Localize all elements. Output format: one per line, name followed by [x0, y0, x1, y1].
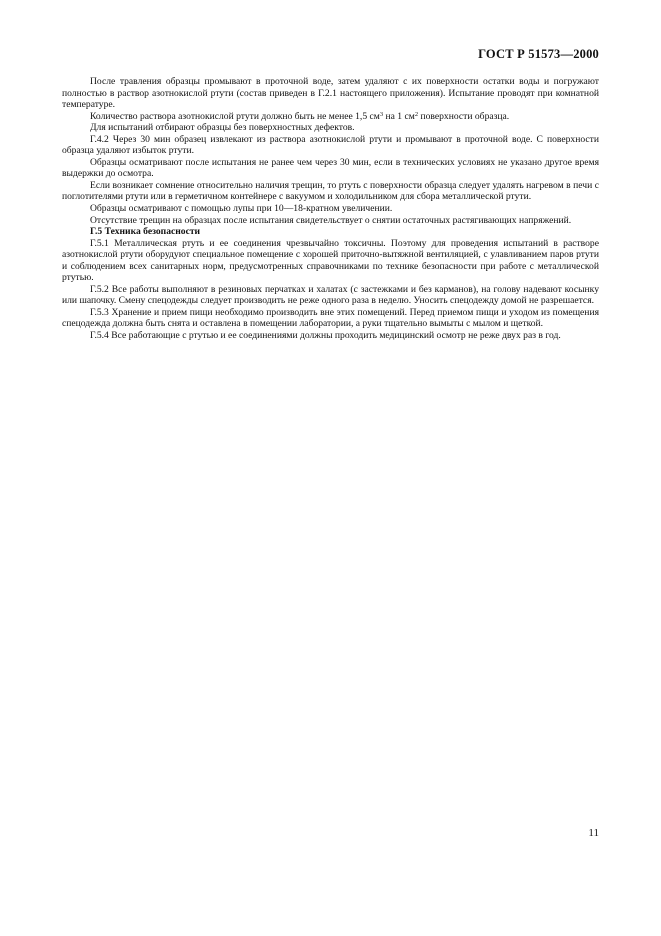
paragraph-sample-selection: Для испытаний отбирают образцы без поверхностных дефектов.: [90, 122, 355, 134]
paragraph-g5-2: Г.5.2 Все работы выполняют в резиновых перчатках и халатах (с застежками и без карманов), на голову надевают косынку или шапочку. Смену спецодежды следует производить не реже одного раза в неделю. Уносить спецодежду домой не разрешается.: [62, 283, 599, 307]
paragraph-mercury-removal: Если возникает сомнение относительно наличия трещин, то ртуть с поверхности образца следует удалять нагревом в печи с поглотителями ртути или в герметичном контейнере с вакуумом и холодильником для сбора металлической ртути.: [62, 179, 599, 203]
document-id-header: ГОСТ Р 51573—2000: [478, 47, 599, 61]
section-heading-safety: Г.5 Техника безопасности: [90, 226, 201, 238]
paragraph-inspection-time: Образцы осматривают после испытания не ранее чем через 30 мин, если в технических условиях не указано другое время выдержки до осмотра.: [62, 156, 599, 180]
superscript-2: 2: [414, 110, 419, 118]
text-fragment: на 1 см: [383, 110, 415, 122]
paragraph-solution-quantity: [62, 111, 599, 123]
superscript-3: 3: [379, 110, 384, 118]
paragraph-g5-4: Г.5.4 Все работающие с ртутью и ее соединениями должны проходить медицинский осмотр не реже двух раз в год.: [90, 330, 561, 342]
page-body: [62, 76, 599, 342]
page-number: 11: [588, 827, 599, 839]
paragraph-no-cracks: Отсутствие трещин на образцах после испытания свидетельствует о снятии остаточных растягивающих напряжений.: [90, 214, 572, 226]
paragraph-magnifier: Образцы осматривают с помощью лупы при 10—18-кратном увеличении.: [90, 203, 393, 215]
text-fragment: поверхности образца.: [418, 110, 510, 122]
paragraph-g4-2: Г.4.2 Через 30 мин образец извлекают из раствора азотнокислой ртути и промывают в проточной воде. С поверхности образца удаляют избыток ртути.: [62, 133, 599, 157]
paragraph-rinse: После травления образцы промывают в проточной воде, затем удаляют с их поверхности остатки воды и погружают полностью в раствор азотнокислой ртути (состав приведен в Г.2.1 настоящего приложения). Испытание проводят при комнатной температуре.: [62, 76, 599, 111]
paragraph-g5-1: Г.5.1 Металлическая ртуть и ее соединения чрезвычайно токсичны. Поэтому для проведения испытаний в растворе азотнокислой ртути оборудуют специальное помещение с хорошей приточно-вытяжной вентиляцией, с улавливанием паров ртути и соблюдением всех санитарных норм, предусмотренных справочниками по технике безопасности при работе с металлической ртутью.: [62, 237, 599, 284]
paragraph-g5-3: Г.5.3 Хранение и прием пищи необходимо производить вне этих помещений. Перед приемом пищи и уходом из помещения спецодежда должна быть снята и оставлена в помещении лаборатории, а руки тщательно вымыты с мылом и щеткой.: [62, 306, 599, 330]
text-fragment: Количество раствора азотнокислой ртути должно быть не менее 1,5 см: [90, 110, 380, 122]
